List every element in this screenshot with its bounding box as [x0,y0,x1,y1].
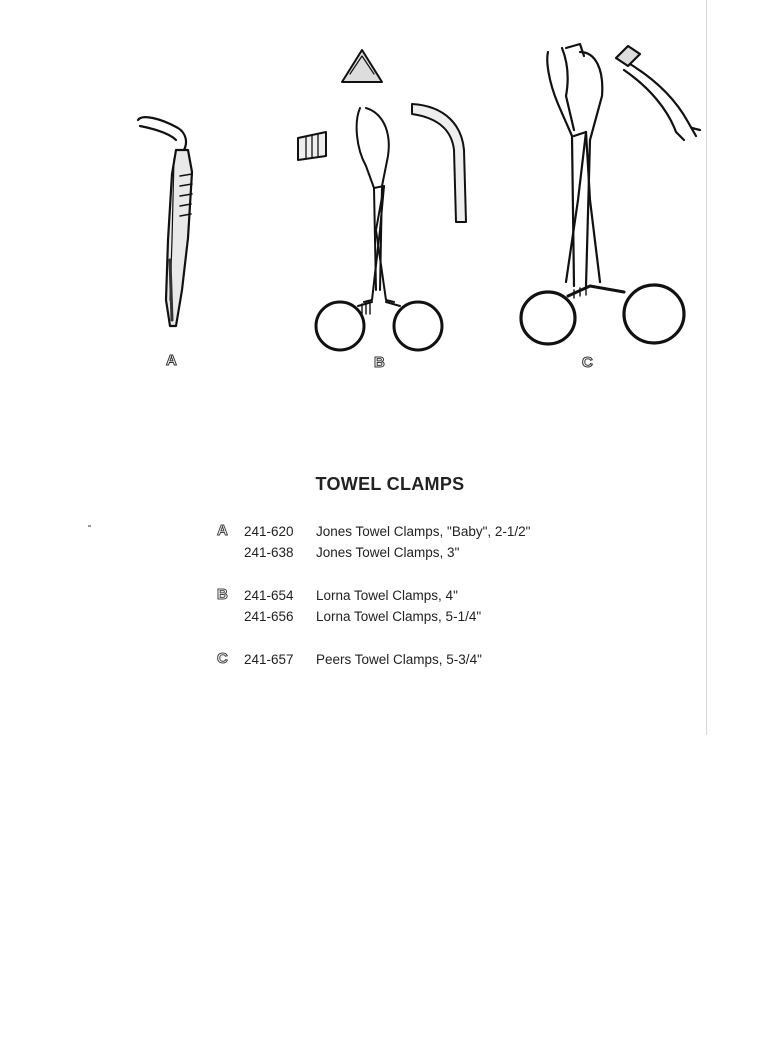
item-description: Peers Towel Clamps, 5-3/4" [316,652,482,667]
item-code: 241-656 [244,609,294,624]
item-code: 241-620 [244,524,294,539]
catalog-title: TOWEL CLAMPS [315,474,465,494]
figure-label-c: C [582,354,593,371]
item-code: 241-654 [244,588,294,603]
item-code: 241-657 [244,652,294,667]
figure-a-drawing [138,117,192,326]
figure-b-drawing [298,50,466,350]
item-description: Jones Towel Clamps, "Baby", 2-1/2" [316,524,531,539]
figure-label-a: A [166,352,177,369]
item-group-letter: C [217,650,228,667]
scan-speck [88,525,91,527]
item-description: Lorna Towel Clamps, 4" [316,588,458,603]
item-group-letter: B [217,586,228,603]
item-code: 241-638 [244,545,294,560]
figure-c-drawing [521,44,700,344]
item-description: Jones Towel Clamps, 3" [316,545,460,560]
figure-label-b: B [374,354,385,371]
item-group-letter: A [217,522,228,539]
item-description: Lorna Towel Clamps, 5-1/4" [316,609,482,624]
instrument-illustrations [0,0,780,400]
